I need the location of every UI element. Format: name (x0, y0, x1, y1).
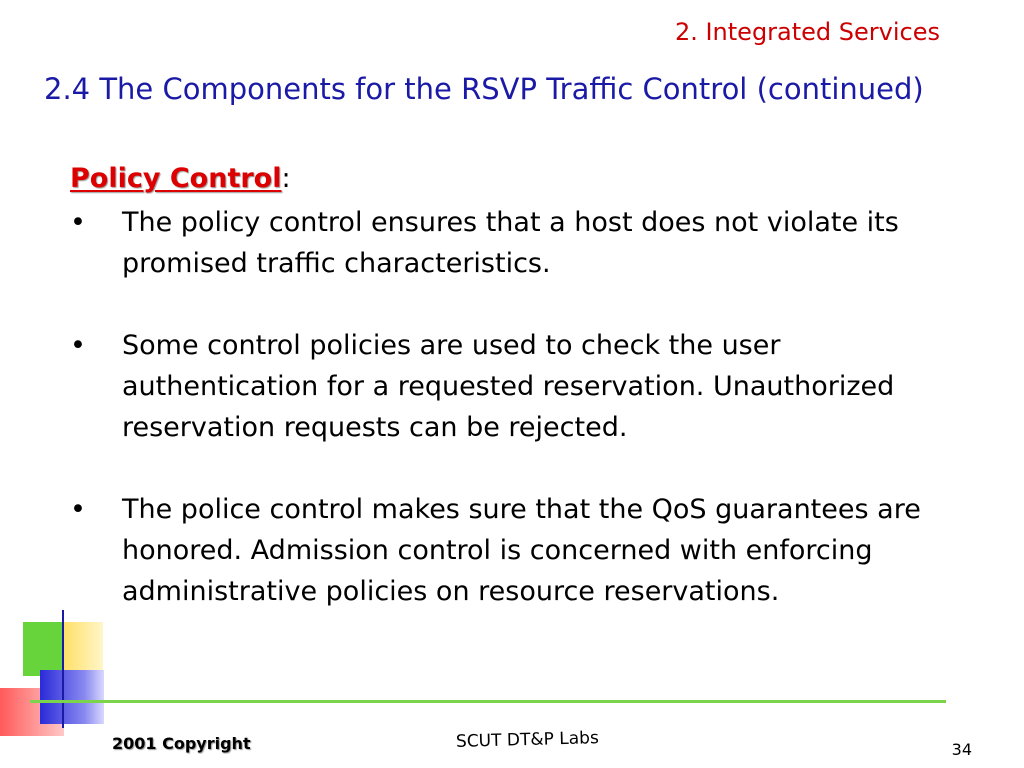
decor-green-block (23, 622, 63, 676)
slide-title: 2.4 The Components for the RSVP Traffic Control (continued) (44, 72, 924, 106)
heading-colon: : (281, 163, 291, 194)
bullet-dot-icon: • (70, 494, 86, 525)
bullet-dot-icon: • (70, 207, 86, 238)
decor-vertical-line (62, 610, 64, 728)
bullet-text: The police control makes sure that the QoS guarantees are honored. Admission control is concerned with enforcing administrative policies on resource reservations. (122, 494, 921, 607)
bullet-text: The policy control ensures that a host does not violate its promised traffic characteristics. (122, 207, 899, 279)
page-number: 34 (951, 740, 972, 759)
heading-label: Policy Control (70, 163, 282, 194)
bullet-dot-icon: • (70, 330, 86, 361)
decor-blue-block (40, 670, 104, 724)
section-title: 2. Integrated Services (674, 18, 940, 46)
decor-yellow-block (63, 622, 103, 670)
footer-divider (30, 700, 946, 703)
bullet-item (70, 489, 970, 612)
bullet-text: Some control policies are used to check the user authentication for a requested reservation. Unauthorized reservation requests can be rejected. (122, 330, 895, 443)
bullet-item (70, 325, 970, 448)
bullet-item (70, 202, 970, 284)
footer-lab: SCUT DT&P Labs (455, 728, 600, 752)
policy-control-heading (70, 163, 291, 194)
bullet-list (70, 202, 970, 653)
footer-copyright: 2001 Copyright (112, 734, 251, 753)
